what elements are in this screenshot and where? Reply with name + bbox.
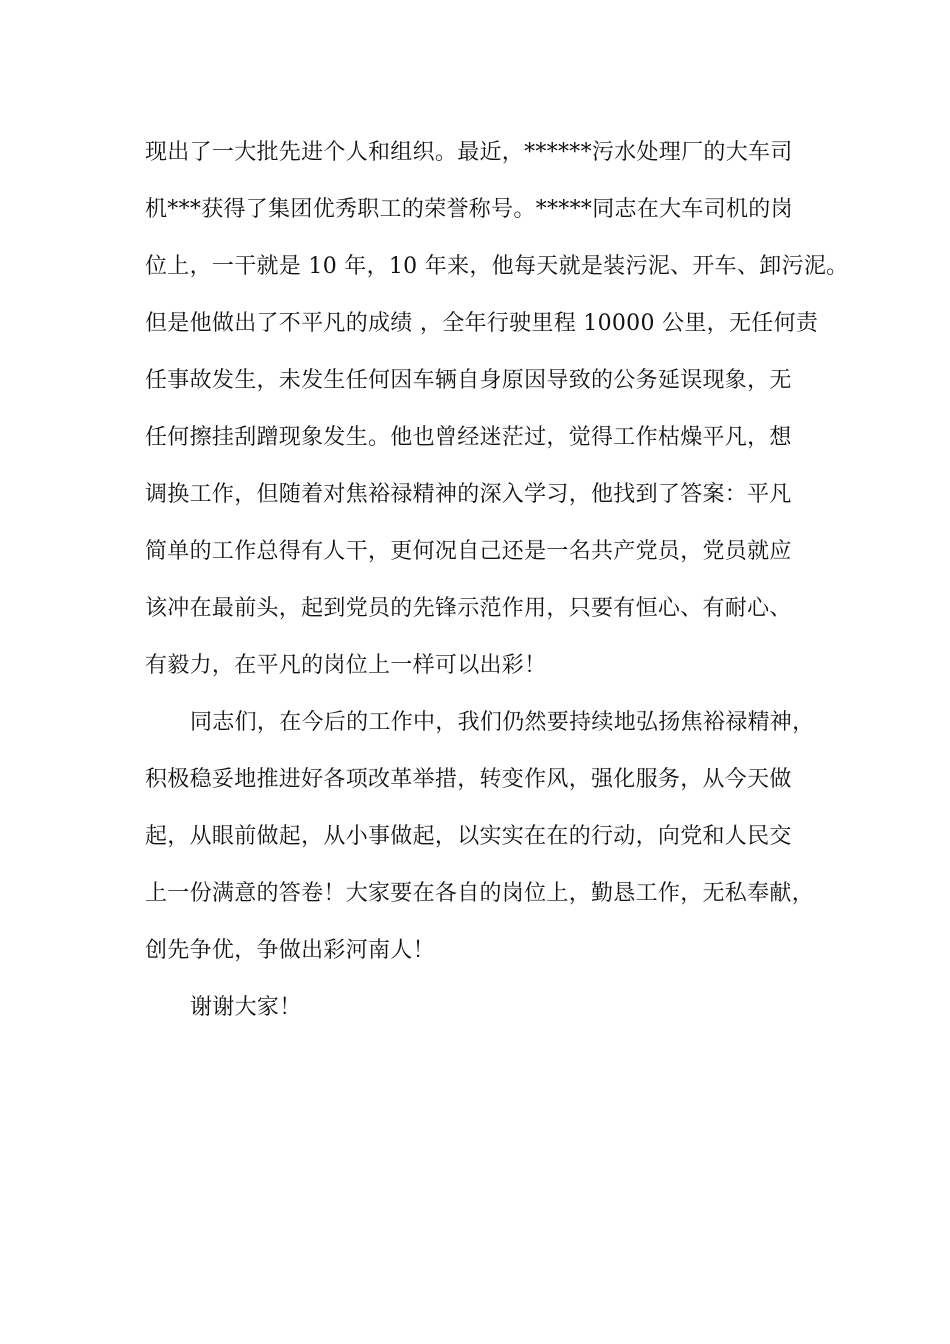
text-line-8: 简单的工作总得有人干，更何况自己还是一名共产党员，党员就应 xyxy=(145,539,792,564)
text-line-15: 创先争优，争做出彩河南人！ xyxy=(145,938,435,963)
text-line-6: 任何擦挂刮蹭现象发生。他也曾经迷茫过，觉得工作枯燥平凡，想 xyxy=(145,425,792,450)
text-line-7: 调换工作，但随着对焦裕禄精神的深入学习，他找到了答案：平凡 xyxy=(145,482,792,507)
text-line-10: 有毅力，在平凡的岗位上一样可以出彩！ xyxy=(145,653,547,678)
closing-line: 谢谢大家！ xyxy=(190,995,302,1020)
text-line-13: 起，从眼前做起，从小事做起，以实实在在的行动，向党和人民交 xyxy=(145,824,792,849)
text-line-11: 同志们，在今后的工作中，我们仍然要持续地弘扬焦裕禄精神， xyxy=(190,710,815,735)
text-line-5: 任事故发生，未发生任何因车辆自身原因导致的公务延误现象，无 xyxy=(145,368,792,393)
text-line-3: 位上，一干就是 10 年，10 年来，他每天就是装污泥、开车、卸污泥。 xyxy=(145,254,849,279)
text-line-12: 积极稳妥地推进好各项改革举措，转变作风，强化服务，从今天做 xyxy=(145,767,792,792)
text-line-4: 但是他做出了不平凡的成绩 ，全年行驶里程 10000 公里，无任何责 xyxy=(145,311,819,336)
text-line-9: 该冲在最前头，起到党员的先锋示范作用，只要有恒心、有耐心、 xyxy=(145,596,792,621)
text-line-1: 现出了一大批先进个人和组织。最近，******污水处理厂的大车司 xyxy=(145,140,793,165)
text-line-14: 上一份满意的答卷！大家要在各自的岗位上，勤恳工作，无私奉献， xyxy=(145,881,815,906)
text-line-2: 机***获得了集团优秀职工的荣誉称号。*****同志在大车司机的岗 xyxy=(145,197,793,222)
